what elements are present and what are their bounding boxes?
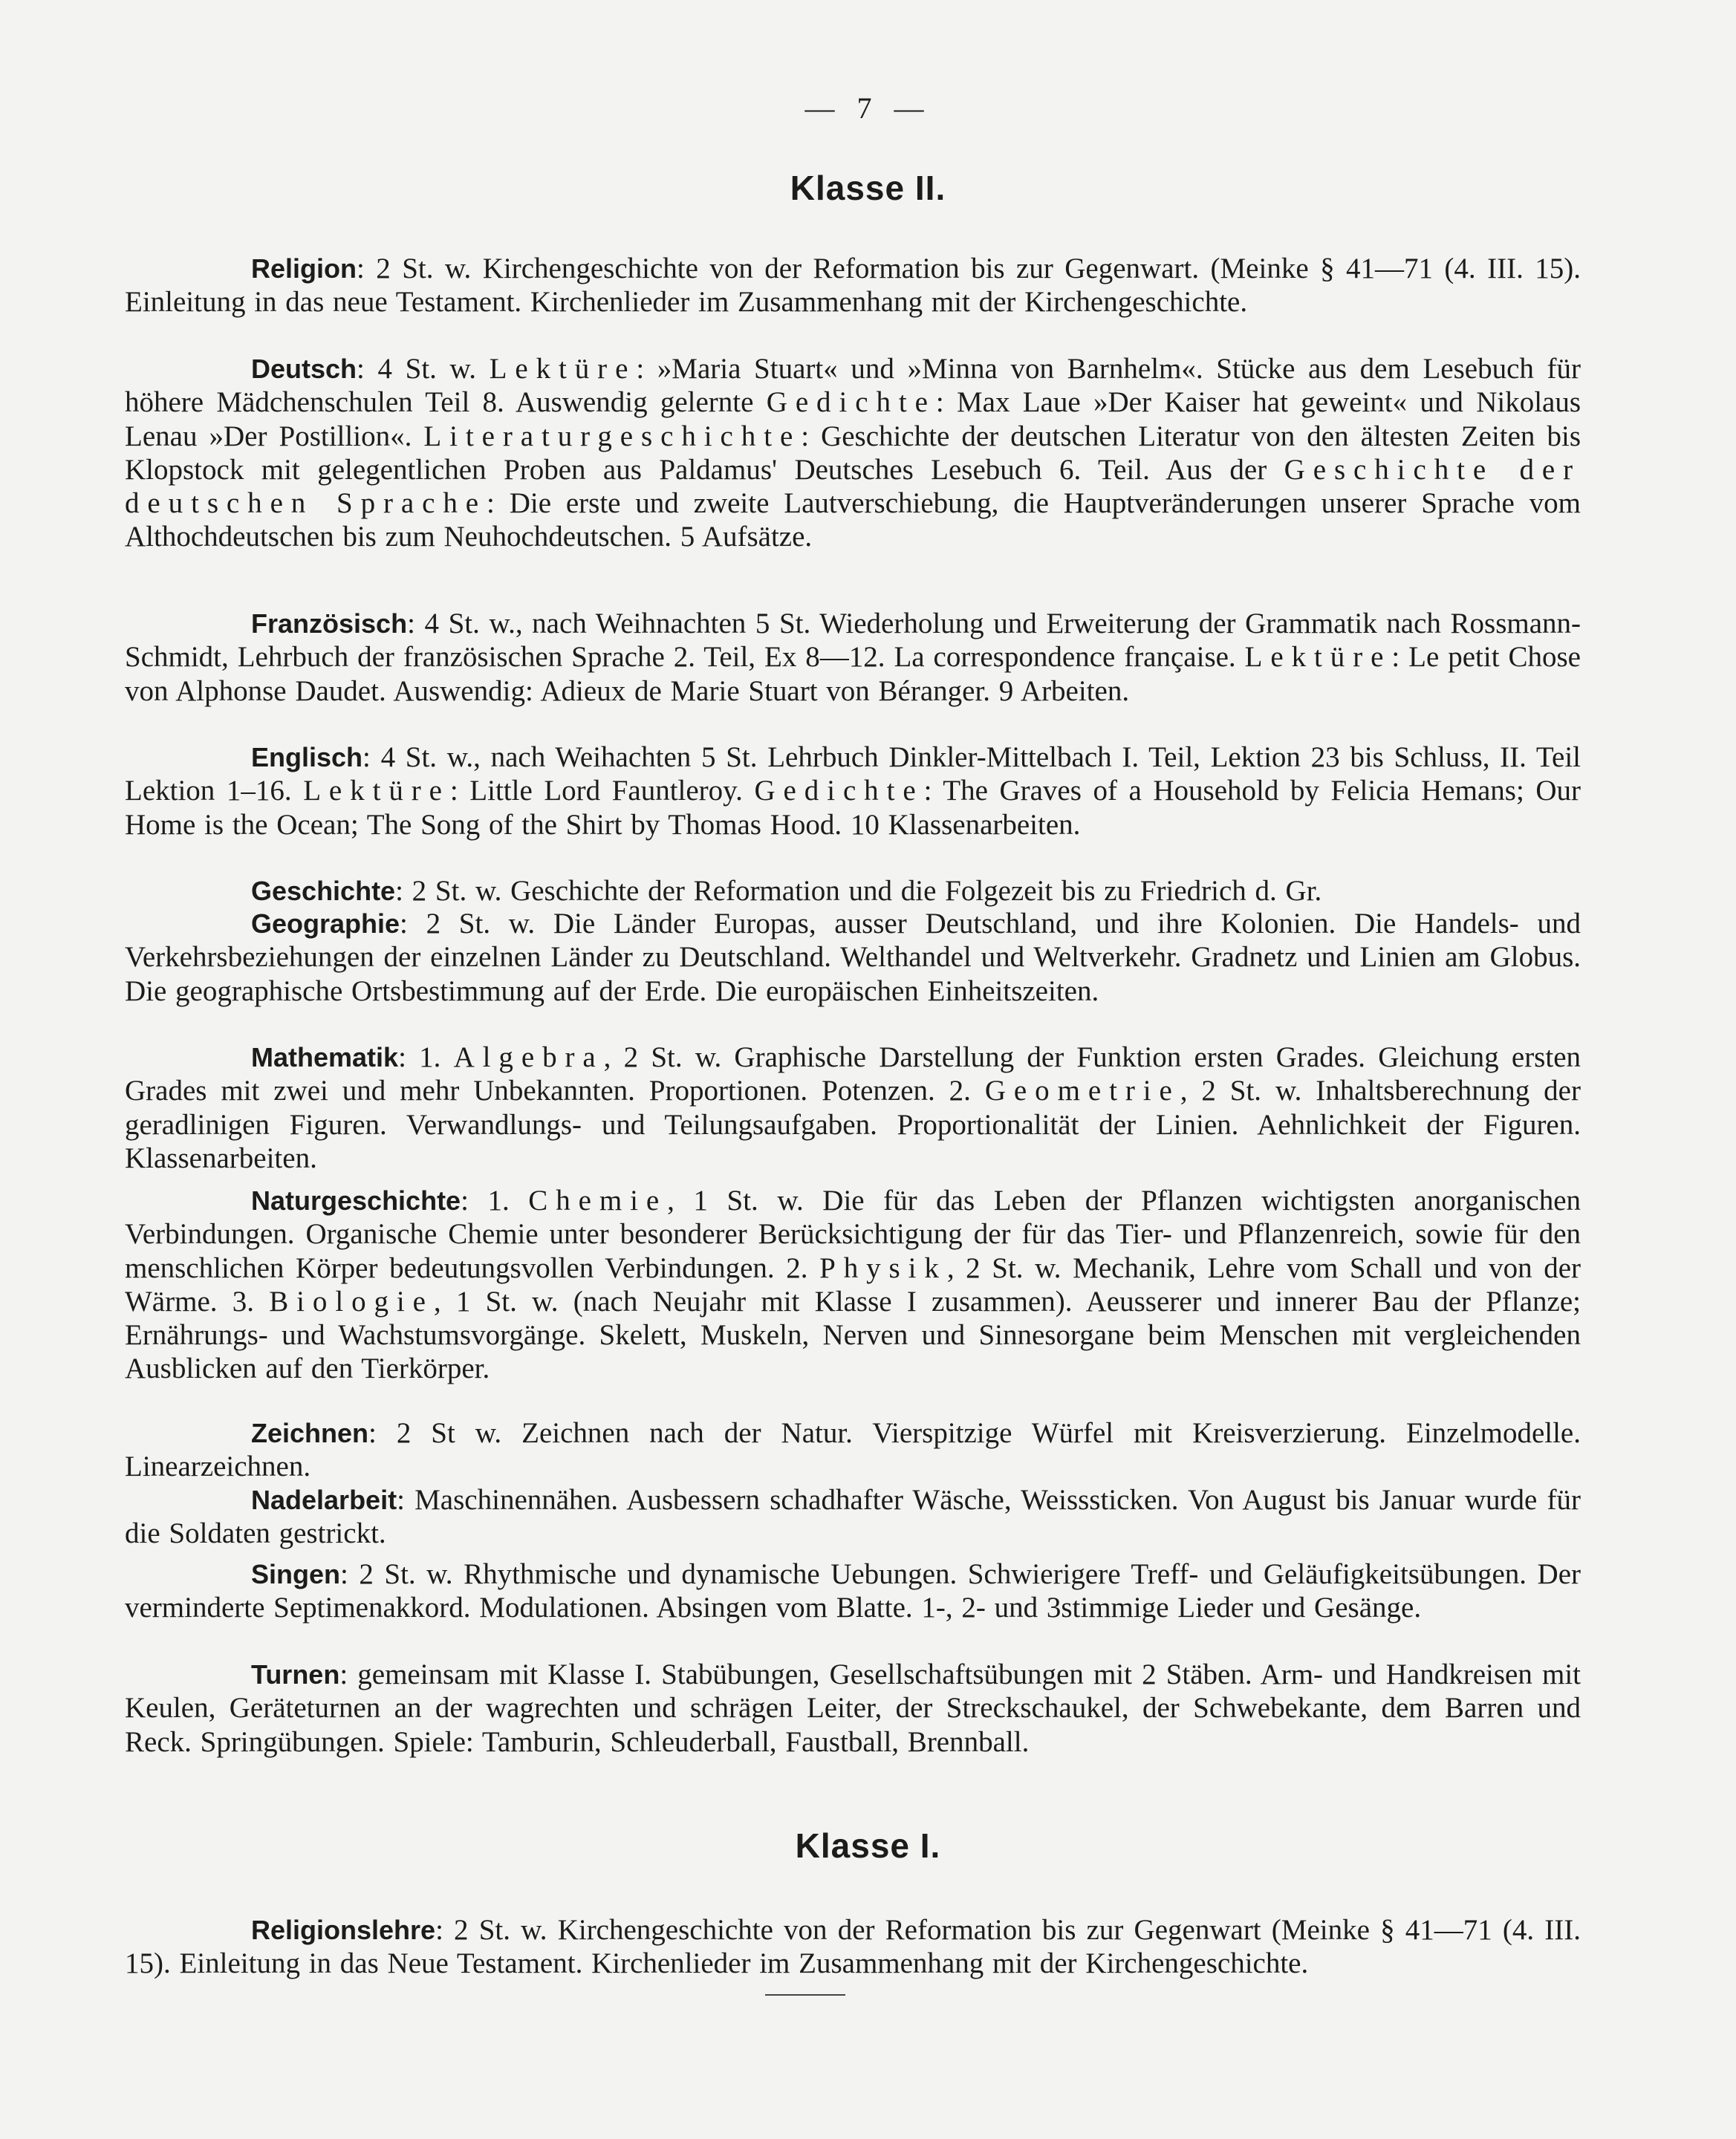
spaced-keyword: Literaturgeschichte [423, 420, 802, 452]
subject-label: Religion [251, 253, 357, 284]
section-religion [125, 252, 1581, 319]
spaced-keyword: Gedichte [754, 775, 924, 807]
subject-label: Religionslehre [251, 1915, 436, 1945]
section-text: , 2 St. w. Graphische Darstellung der Funktion ersten Grades. Gleichung ersten Grades mit zwei und mehr Unbekannten. Proportionen. Potenzen. 2. [125, 1041, 1581, 1107]
section-text: : 2 St. w. Die Länder Europas, ausser Deutschland, und ihre Kolonien. Die Handels- und Verkehrsbeziehungen der einzelnen Länder zu Deutschland. Welthandel und Weltverkehr. Gradnetz und Linien am Globus. Die geographische Ortsbestimmung auf der Erde. Die europäischen Einheitszeiten. [125, 908, 1581, 1007]
section-zeichnen [125, 1416, 1581, 1484]
section-singen [125, 1557, 1581, 1625]
section-text: , 1 St. w. Die für das Leben der Pflanzen wichtigsten anorganischen Verbindungen. Organische Chemie unter besonderer Berücksichtigung der für das Tier- und Pflanzenreich, sowie für den menschlichen Körper bedeutungsvollen Verbindungen. 2. [125, 1185, 1581, 1284]
section-text: : 4 St. w. [357, 353, 476, 385]
section-text: , 2 St. w. Inhaltsberechnung der geradlinigen Figuren. Verwandlungs- und Teilungsaufgaben. Proportionalität der Linien. Aehnlichkeit der Figuren. Klassenarbeiten. [125, 1075, 1581, 1174]
section-mathematik [125, 1041, 1581, 1175]
section-text: : Max Laue »Der Kaiser hat geweint« und Nikolaus Lenau »Der Postillion«. [125, 386, 1581, 452]
subject-label: Englisch [251, 742, 363, 772]
section-franzoesisch [125, 607, 1581, 708]
spaced-keyword: Algebra [453, 1041, 604, 1073]
closing-rule [765, 1994, 845, 1996]
subject-label: Geschichte [251, 876, 396, 906]
section-text: : gemeinsam mit Klasse I. Stabübungen, Gesellschaftsübungen mit 2 Stäben. Arm- und Handkreisen mit Keulen, Geräteturnen an der wagrechten und schrägen Leiter, der Streckschaukel, der Schwebekante, dem Barren und Reck. Springübungen. Spiele: Tamburin, Schleuderball, Faustball, Brennball. [125, 1658, 1581, 1758]
section-turnen [125, 1658, 1581, 1759]
spaced-keyword: Physik [819, 1251, 947, 1284]
class-heading-klasse-1: Klasse I. [795, 1826, 941, 1865]
class-heading-klasse-2: Klasse II. [790, 169, 946, 207]
section-nadelarbeit [125, 1483, 1581, 1551]
spaced-keyword: Lektüre [489, 353, 637, 385]
section-text: : Geschichte der deutschen Literatur von den ältesten Zeiten bis Klopstock mit gelegentlichen Proben aus Paldamus' Deutsches Lesebuch 6. Teil. Aus der [125, 420, 1581, 486]
spaced-keyword: Gedichte [766, 386, 936, 419]
spaced-keyword: Geometrie [984, 1075, 1180, 1107]
section-text: : 2 St. w. Geschichte der Reformation und die Folgezeit bis zu Friedrich d. Gr. [395, 875, 1322, 907]
section-text: : 2 St w. Zeichnen nach der Natur. Vierspitzige Würfel mit Kreisverzierung. Einzelmodelle. Linearzeichnen. [125, 1417, 1581, 1483]
section-text: : Le petit Chose von Alphonse Daudet. Auswendig: Adieux de Marie Stuart von Béranger. 9 Arbeiten. [125, 641, 1581, 707]
subject-label: Geographie [251, 908, 400, 939]
section-text: : Little Lord Fauntleroy. [449, 775, 743, 807]
section-deutsch [125, 352, 1581, 554]
subject-label: Nadelarbeit [251, 1485, 397, 1515]
section-text: : 4 St. w., nach Weihachten 5 St. Lehrbuch Dinkler-Mittelbach I. Teil, Lektion 23 bis Schluss, II. Teil Lektion 1–16. [125, 741, 1581, 807]
section-text: : Maschinennähen. Ausbessern schadhafter Wäsche, Weisssticken. Von August bis Januar wurde für die Soldaten gestrickt. [125, 1484, 1581, 1550]
subject-label: Turnen [251, 1659, 340, 1690]
section-text: : 1. [398, 1041, 441, 1073]
section-text: : 2 St. w. Rhythmische und dynamische Uebungen. Schwierigere Treff- und Geläufigkeitsübungen. Der verminderte Septimenakkord. Modulationen. Absingen vom Blatte. 1-, 2- und 3stimmige Lieder und Gesänge. [125, 1558, 1581, 1624]
section-geographie [125, 907, 1581, 1008]
section-naturgeschichte [125, 1184, 1581, 1386]
section-text: : 2 St. w. Kirchengeschichte von der Reformation bis zur Gegenwart (Meinke § 41—71 (4. III. 15). Einleitung in das Neue Testament. Kirchenlieder im Zusammenhang mit der Kirchengeschichte. [125, 1914, 1581, 1980]
section-text: , 1 St. w. (nach Neujahr mit Klasse I zusammen). Aeusserer und innerer Bau der Pflanze; Ernährungs- und Wachstumsvorgänge. Skelett, Muskeln, Nerven und Sinnesorgane beim Menschen mit vergleichenden Ausblicken auf den Tierkörper. [125, 1285, 1581, 1385]
section-text: : Die erste und zweite Lautverschiebung, die Hauptveränderungen unserer Sprache vom Althochdeutschen bis zum Neuhochdeutschen. 5 Aufsätze. [125, 487, 1581, 553]
spaced-keyword: Chemie [528, 1185, 668, 1217]
subject-label: Singen [251, 1559, 341, 1589]
section-text: : The Graves of a Household by Felicia Hemans; Our Home is the Ocean; The Song of the Shirt by Thomas Hood. 10 Klassenarbeiten. [125, 775, 1581, 841]
section-text: : »Maria Stuart« und »Minna von Barnhelm«. Stücke aus dem Lesebuch für höhere Mädchenschulen Teil 8. Auswendig gelernte [125, 353, 1581, 419]
subject-label: Mathematik [251, 1042, 399, 1072]
spaced-keyword: Lektüre [303, 775, 450, 807]
subject-label: Naturgeschichte [251, 1185, 461, 1216]
subject-label: Zeichnen [251, 1418, 369, 1448]
section-religionslehre [125, 1913, 1581, 1981]
spaced-keyword: Geschichte der deutschen Sprache [125, 453, 1581, 520]
section-text: : 2 St. w. Kirchengeschichte von der Reformation bis zur Gegenwart. (Meinke § 41—71 (4. III. 15). Einleitung in das neue Testament. Kirchenlieder im Zusammenhang mit der Kirchengeschichte. [125, 253, 1581, 319]
spaced-keyword: Biologie [269, 1285, 434, 1318]
section-geschichte [125, 874, 1581, 908]
section-text: , 2 St. w. Mechanik, Lehre vom Schall und von der Wärme. 3. [125, 1251, 1581, 1318]
page-number: — 7 — [804, 91, 932, 125]
subject-label: Französisch [251, 608, 408, 639]
subject-label: Deutsch [251, 354, 357, 384]
section-text: : 1. [461, 1185, 510, 1217]
section-text: : 4 St. w., nach Weihnachten 5 St. Wiederholung und Erweiterung der Grammatik nach Rossmann-Schmidt, Lehrbuch der französischen Sprache 2. Teil, Ex 8—12. La correspondence française. [125, 608, 1581, 674]
section-englisch [125, 740, 1581, 841]
spaced-keyword: Lektüre [1244, 641, 1392, 674]
